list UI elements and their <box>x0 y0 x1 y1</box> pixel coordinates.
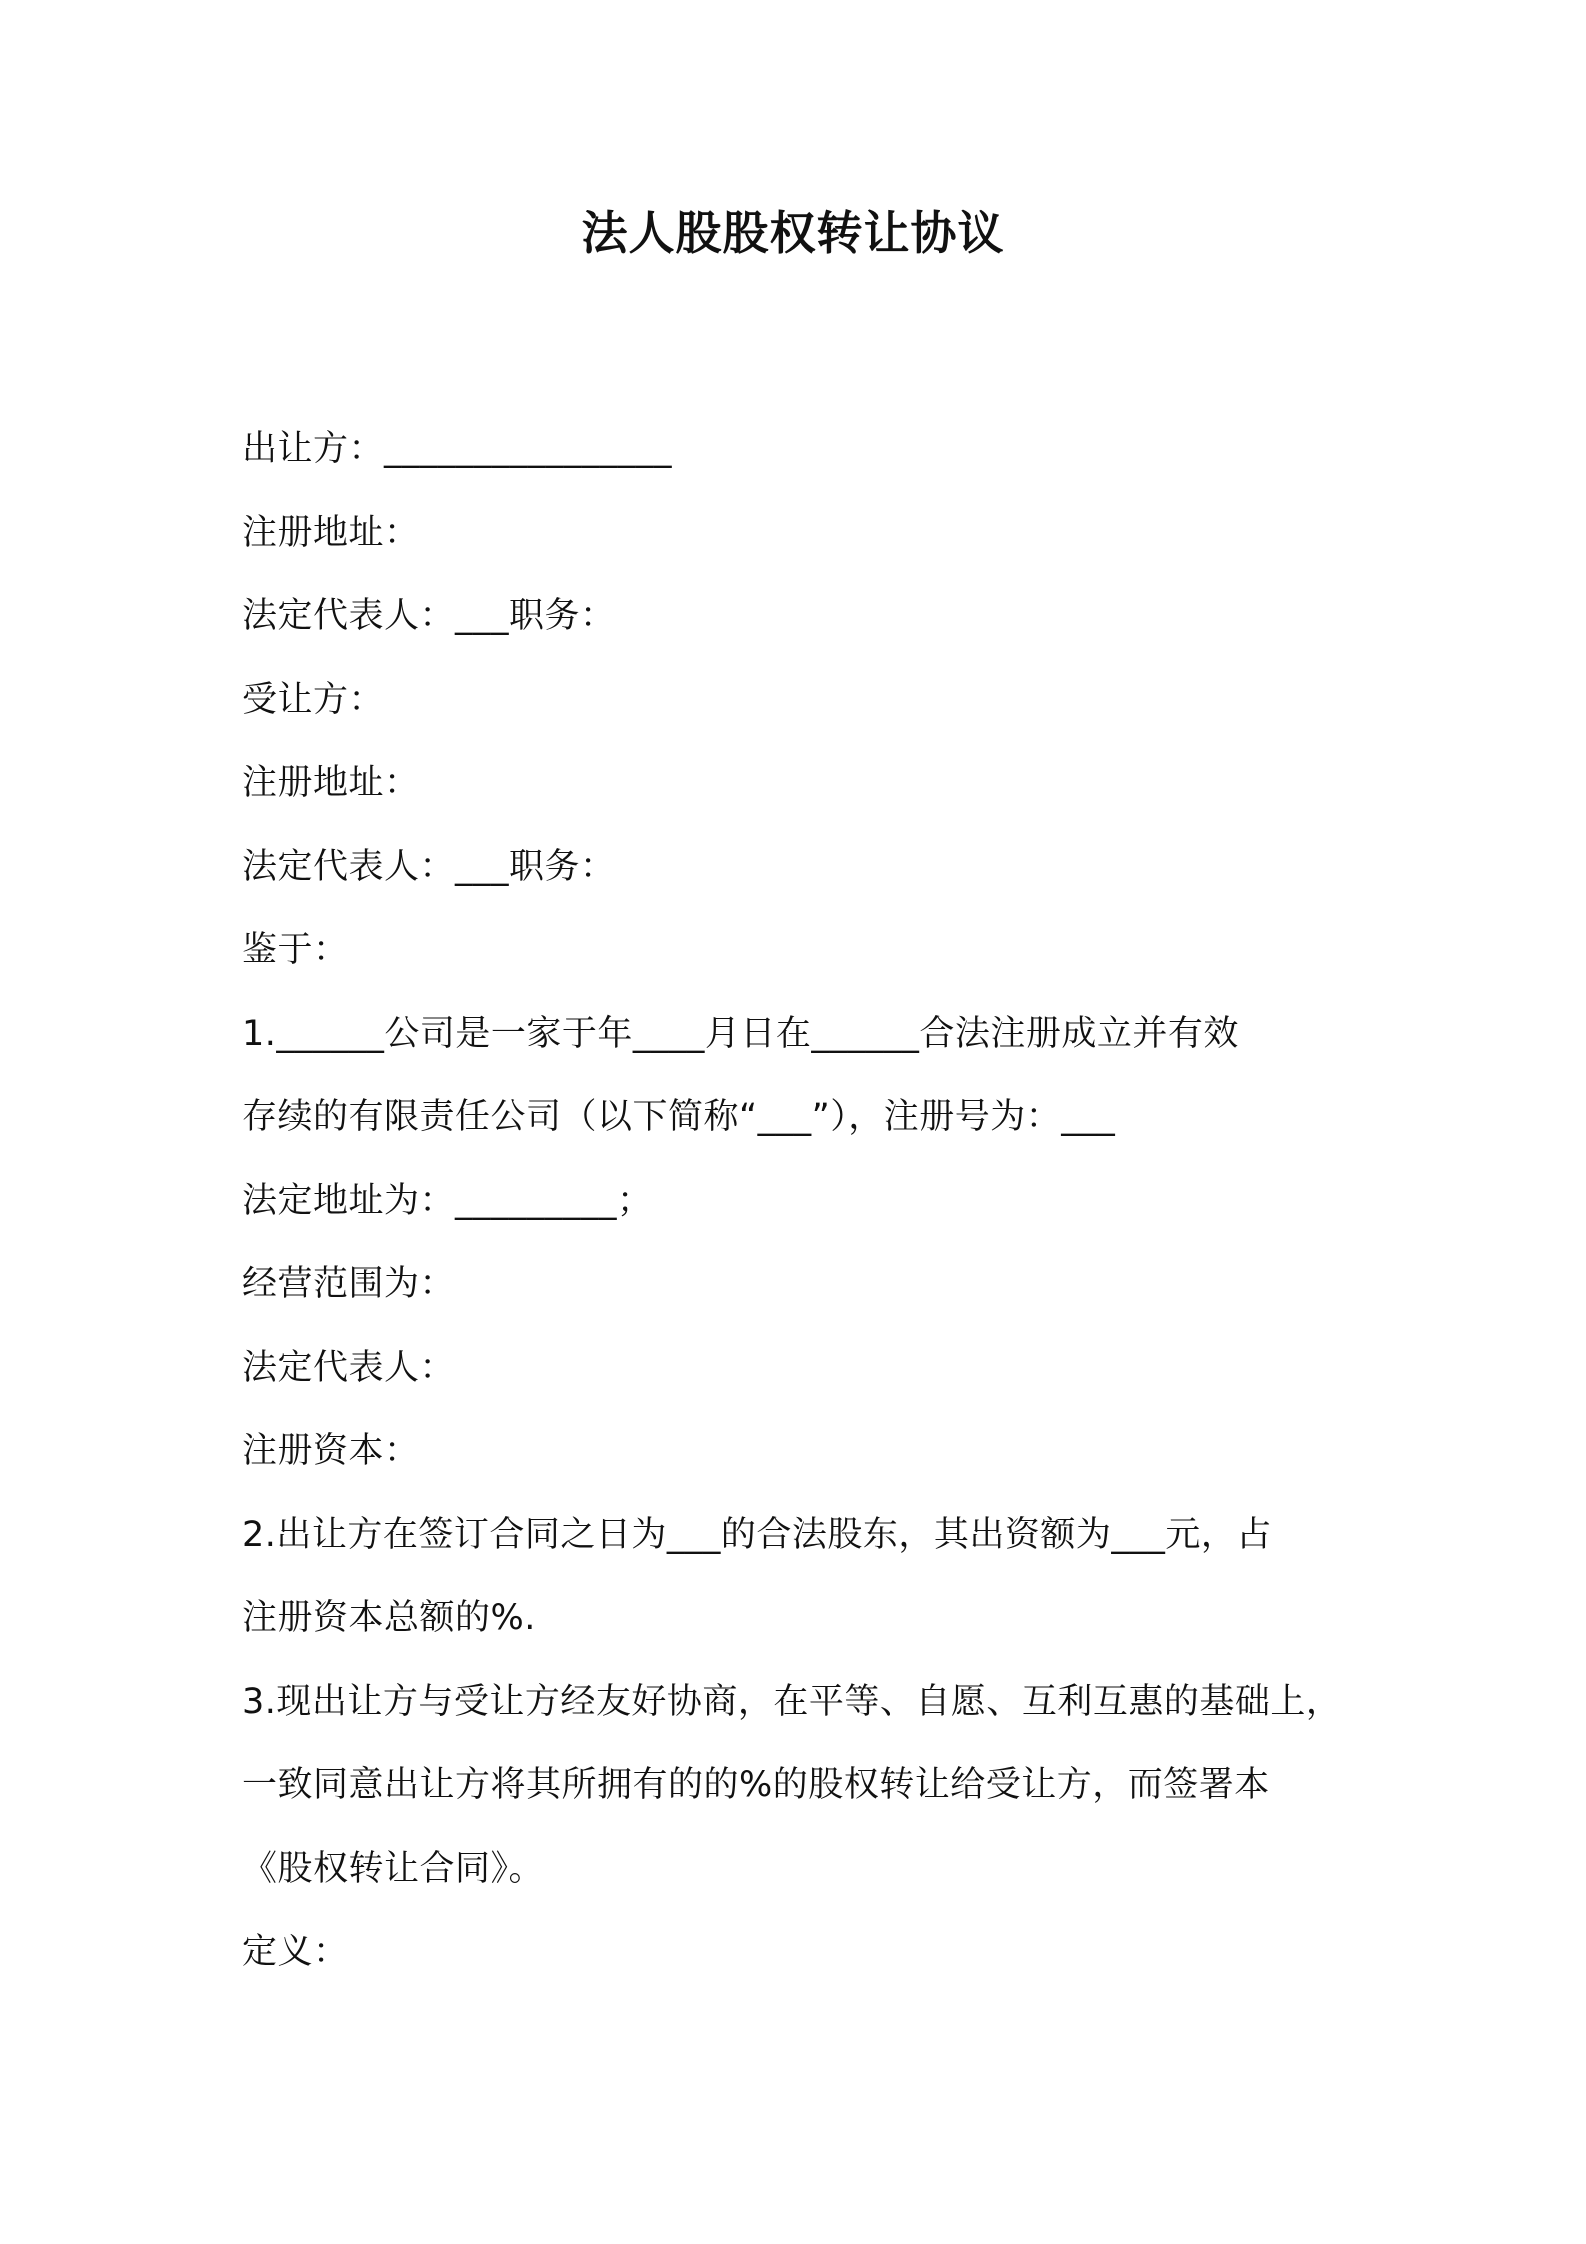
text-line-registered-capital: 注册资本： <box>242 1431 420 1471</box>
text-line-definitions: 定义： <box>242 1932 349 1972</box>
text-line-business-scope: 经营范围为： <box>242 1264 456 1304</box>
text-line-clause-1-part-2: 存续的有限责任公司（以下简称“___”），注册号为：___ <box>242 1097 1116 1137</box>
text-line-clause-1-part-1: 1.______公司是一家于年____月日在______合法注册成立并有效 <box>242 1013 1239 1054</box>
text-line-transferee-representative: 法定代表人：___职务： <box>242 846 616 887</box>
text-line-transferee: 受让方： <box>242 679 385 720</box>
text-line-clause-2-part-2: 注册资本总额的%. <box>242 1598 536 1638</box>
text-line-transferor: 出让方：________________ <box>242 429 673 469</box>
text-line-company-representative: 法定代表人： <box>242 1347 456 1388</box>
text-line-transferor-representative: 法定代表人：___职务： <box>242 596 616 636</box>
text-line-clause-2-part-1: 2.出让方在签订合同之日为___的合法股东，其出资额为___元，占 <box>242 1514 1272 1555</box>
text-line-clause-3-part-2: 一致同意出让方将其所拥有的的%的股权转让给受让方，而签署本 <box>242 1765 1270 1805</box>
text-line-clause-3-part-3: 《股权转让合同》。 <box>242 1848 545 1889</box>
text-line-whereas: 鉴于： <box>242 930 349 970</box>
text-line-transferor-address: 注册地址： <box>242 512 420 553</box>
text-line-transferee-address: 注册地址： <box>242 763 420 803</box>
document-title: 法人股股权转让协议 <box>581 206 1005 260</box>
text-line-legal-address: 法定地址为：_________； <box>242 1180 653 1221</box>
text-line-clause-3-part-1: 3.现出让方与受让方经友好协商，在平等、自愿、互利互惠的基础上， <box>242 1681 1342 1722</box>
document-body <box>242 408 1362 1995</box>
